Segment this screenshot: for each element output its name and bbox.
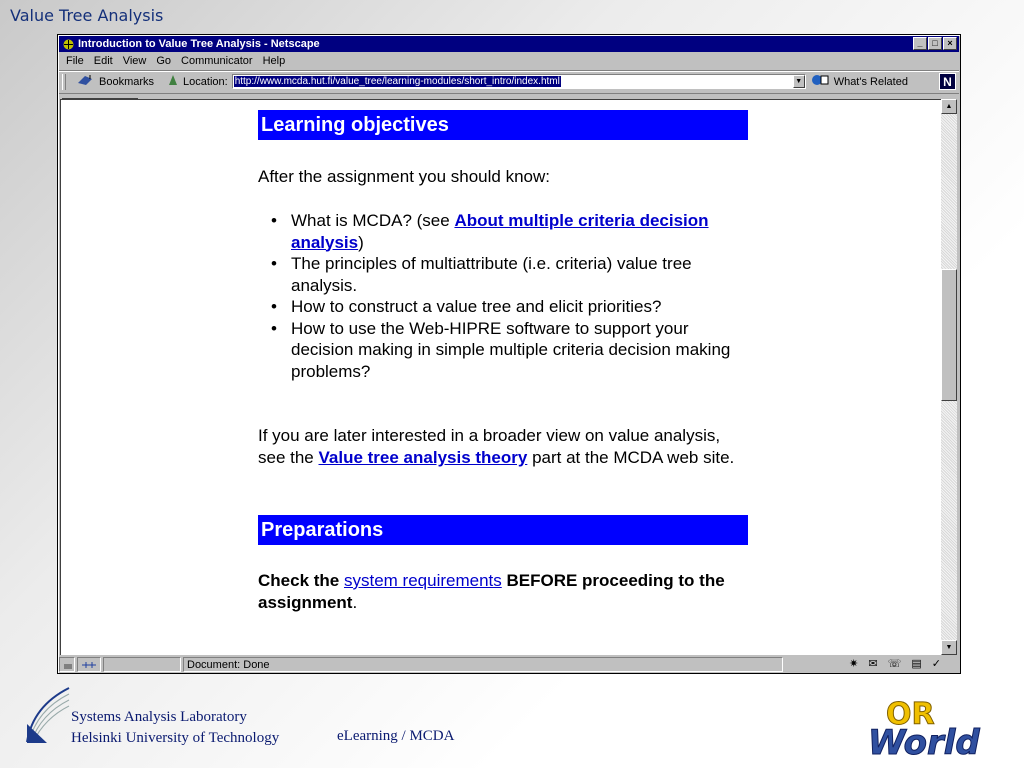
mail-icon[interactable]: ✉ (868, 658, 878, 670)
logo-or-text: OR (886, 697, 935, 732)
value-tree-theory-link[interactable]: Value tree analysis theory (318, 448, 528, 467)
check-prefix: Check the (258, 571, 344, 590)
netscape-icon (62, 38, 75, 51)
scroll-thumb[interactable] (941, 269, 957, 401)
scroll-up-button[interactable]: ▲ (941, 99, 957, 114)
bullet1-suffix: ) (358, 232, 364, 252)
list-item (258, 318, 748, 383)
further-reading-paragraph (258, 425, 748, 469)
about-mcda-link[interactable]: About multiple criteria decision analysis (291, 211, 709, 252)
system-requirements-link[interactable]: system requirements (343, 571, 502, 590)
list-item (258, 210, 748, 253)
whats-related-icon (811, 73, 831, 90)
online-icon[interactable] (77, 657, 101, 672)
bullet4-text: How to use the Web-HIPRE software to support your decision making in simple multiple criteria decision making problems? (291, 318, 731, 381)
bullet2-text: The principles of multiattribute (i.e. criteria) value tree analysis. (291, 254, 692, 295)
composer-icon[interactable]: ▤ (911, 658, 922, 670)
toolbar-tabs (59, 93, 959, 98)
footer-institution (71, 707, 279, 749)
location-icon[interactable] (166, 73, 180, 90)
discussions-icon[interactable]: ☏ (887, 658, 902, 670)
security-icon[interactable] (59, 657, 75, 672)
netscape-logo[interactable]: N (939, 73, 956, 90)
menu-go[interactable]: Go (156, 55, 172, 67)
url-dropdown-button[interactable]: ▼ (793, 75, 805, 88)
whats-related-button[interactable] (811, 73, 908, 90)
slide-title: Value Tree Analysis (10, 6, 164, 25)
bullet3-text: How to construct a value tree and elicit priorities? (291, 297, 662, 316)
check-suffix: . (352, 593, 358, 612)
intro-text: After the assignment you should know: (258, 167, 550, 186)
page-body (258, 110, 748, 614)
vertical-scrollbar[interactable] (941, 99, 957, 655)
whats-related-label: What's Related (833, 75, 908, 88)
para-suffix: part at the MCDA web site. (527, 448, 735, 467)
location-toolbar (59, 70, 959, 92)
lab-logo-icon (25, 686, 71, 749)
menu-bar (62, 53, 285, 69)
menu-edit[interactable]: Edit (93, 55, 113, 67)
bookmarks-label: Bookmarks (99, 75, 155, 88)
para-prefix: If you are later interested in a broader view on value analysis, see the (258, 426, 721, 467)
footer-line1: Systems Analysis Laboratory (71, 709, 247, 725)
footer-course: eLearning / MCDA (337, 728, 455, 744)
maximize-button[interactable]: □ (928, 37, 942, 50)
location-label: Location: (183, 75, 228, 88)
toolbar-grip[interactable] (62, 74, 66, 90)
minimize-button[interactable]: _ (913, 37, 927, 50)
logo-world-text: World (868, 723, 980, 760)
navigator-icon[interactable]: ✷ (849, 658, 859, 670)
browser-window (57, 34, 961, 674)
progress-meter (103, 657, 181, 672)
location-group (166, 73, 228, 90)
menu-file[interactable]: File (66, 55, 84, 67)
bookmarks-button[interactable] (76, 73, 154, 90)
footer-line2: Helsinki University of Technology (71, 730, 280, 746)
menu-help[interactable]: Help (262, 55, 286, 67)
component-bar (849, 657, 941, 670)
bullet1-prefix: What is MCDA? (see (291, 211, 455, 230)
check-icon[interactable]: ✓ (931, 658, 941, 670)
list-item (258, 253, 748, 296)
menu-communicator[interactable]: Communicator (181, 55, 253, 67)
check-requirements-text (258, 570, 748, 614)
url-input[interactable] (232, 74, 806, 89)
url-text: http://www.mcda.hut.fi/value_tree/learning-modules/short_intro/index.html (234, 76, 560, 87)
objectives-list (258, 210, 748, 382)
close-button[interactable]: × (943, 37, 957, 50)
check-mid: BEFORE proceeding to the assignment (258, 571, 725, 612)
bookmarks-icon (76, 73, 96, 90)
learning-objectives-heading: Learning objectives (258, 110, 748, 140)
menu-view[interactable]: View (122, 55, 147, 67)
window-titlebar[interactable] (59, 36, 959, 52)
preparations-heading: Preparations (258, 515, 748, 545)
scroll-down-button[interactable]: ▼ (941, 640, 957, 655)
status-text: Document: Done (183, 657, 783, 672)
orworld-logo (864, 696, 1014, 765)
status-bar (59, 656, 959, 673)
window-title: Introduction to Value Tree Analysis - Netscape (78, 38, 320, 50)
list-item (258, 296, 748, 318)
page-viewport (60, 99, 942, 655)
